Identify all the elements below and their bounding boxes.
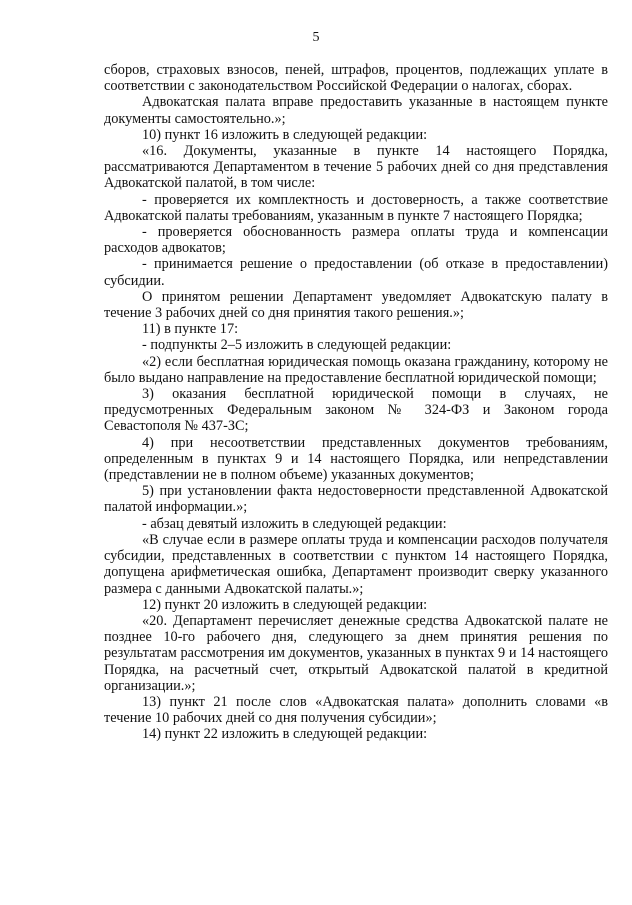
paragraph-subitem-4: 4) при несоответствии представленных документов требованиям, определенным в пунктах 9 и 14 настоящего Порядка, или непредставлении (представлении не в полном объеме) указанных документов; (104, 434, 608, 484)
paragraph-check-completeness: - проверяется их комплектность и достоверность, а также соответствие Адвокатской палаты требованиям, указанным в пункте 7 настоящего Порядка; (104, 191, 608, 224)
paragraph-subitem-3: 3) оказания бесплатной юридической помощи в случаях, не предусмотренных Федеральным законом № 324-ФЗ и Законом города Севастополя № 437-ЗС; (104, 386, 608, 435)
paragraph-item-13: 13) пункт 21 после слов «Адвокатская палата» дополнить словами «в течение 10 рабочих дней со дня получения субсидии»; (104, 693, 608, 727)
paragraph-subitem-2: «2) если бесплатная юридическая помощь оказана гражданину, которому не было выдано направление на предоставление бесплатной юридической помощи; (104, 353, 608, 386)
paragraph-fees: сборов, страховых взносов, пеней, штрафов, процентов, подлежащих уплате в соответствии с законодательством Российской Федерации о налогах, сборах. (104, 62, 608, 95)
paragraph-subitems: - подпункты 2–5 изложить в следующей редакции: (142, 337, 452, 354)
paragraph-item-14: 14) пункт 22 изложить в следующей редакции: (142, 726, 428, 743)
paragraph-clause-16: «16. Документы, указанные в пункте 14 настоящего Порядка, рассматриваются Департаментом в течение 5 рабочих дней со дня представления Адвокатской палатой, в том числе: (104, 143, 608, 192)
paragraph-self-submit: Адвокатская палата вправе предоставить указанные в настоящем пункте документы самостоятельно.»; (104, 94, 608, 127)
paragraph-clause-20: «20. Департамент перечисляет денежные средства Адвокатской палате не позднее 10-го рабочего дня, следующего за днем принятия решения по результатам рассмотрения им документов, указанных в пунктах 9 и 14 настоящего Порядка, на расчетный счет, открытый Адвокатской палатой в кредитной организации.»; (104, 612, 608, 694)
paragraph-item-10: 10) пункт 16 изложить в следующей редакции: (142, 126, 428, 143)
paragraph-decision: - принимается решение о предоставлении (об отказе в предоставлении) субсидии. (104, 256, 608, 289)
paragraph-subitem-5: 5) при установлении факта недостоверности представленной Адвокатской палатой информации.»; (104, 483, 608, 516)
paragraph-notification: О принятом решении Департамент уведомляет Адвокатскую палату в течение 3 рабочих дней со дня принятия такого решения.»; (104, 288, 608, 322)
document-body (104, 62, 608, 743)
paragraph-check-payment: - проверяется обоснованность размера оплаты труда и компенсации расходов адвокатов; (104, 224, 608, 257)
page-number: 5 (312, 30, 320, 45)
paragraph-ninth-paragraph: - абзац девятый изложить в следующей редакции: (142, 515, 447, 532)
paragraph-item-11: 11) в пункте 17: (142, 321, 239, 338)
paragraph-arithmetic-error: «В случае если в размере оплаты труда и компенсации расходов получателя субсидии, представленных в соответствии с пунктом 14 настоящего Порядка, допущена арифметическая ошибка, Департамент производит сверку указанного размера с данными Адвокатской палаты.»; (104, 531, 608, 597)
paragraph-item-12: 12) пункт 20 изложить в следующей редакции: (142, 596, 428, 613)
